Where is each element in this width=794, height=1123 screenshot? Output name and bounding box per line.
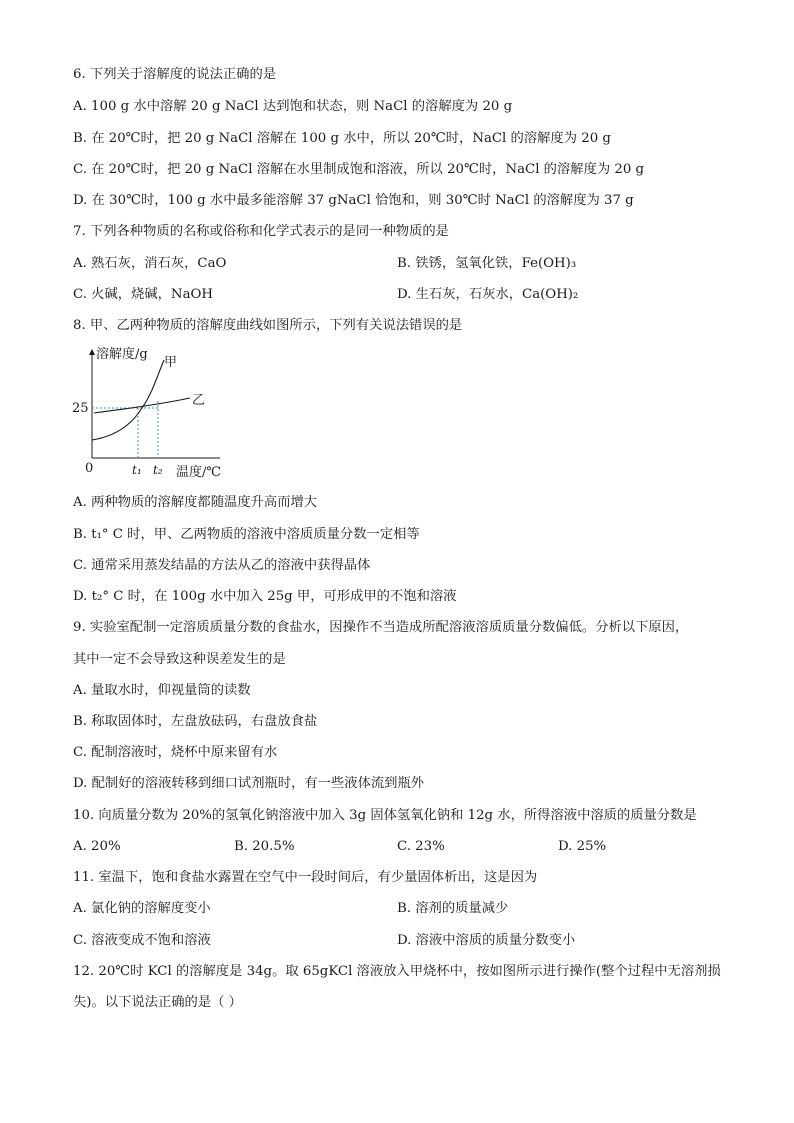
q7-option-d: D. 生石灰，石灰水，Ca(OH)₂ [397, 287, 579, 302]
q7-option-b: B. 铁锈，氢氧化铁，Fe(OH)₃ [397, 256, 577, 271]
q6-option-b: B. 在 20℃时，把 20 g NaCl 溶解在 100 g 水中，所以 20℃时，NaCl 的溶解度为 20 g [73, 131, 611, 146]
q9-stem-line1: 9. 实验室配制一定溶质质量分数的食盐水，因操作不当造成所配溶液溶质质量分数偏低。分析以下原因， [73, 620, 689, 635]
q6-option-c: C. 在 20℃时，把 20 g NaCl 溶解在水里制成饱和溶液，所以 20℃时，NaCl 的溶解度为 20 g [73, 162, 645, 177]
q10-option-d: D. 25% [558, 839, 607, 854]
q10-option-a: A. 20% [73, 839, 121, 854]
q8-stem: 8. 甲、乙两种物质的溶解度曲线如图所示，下列有关说法错误的是 [73, 318, 463, 333]
q9-option-a: A. 量取水时，仰视量筒的读数 [73, 683, 251, 698]
q6-option-a: A. 100 g 水中溶解 20 g NaCl 达到饱和状态，则 NaCl 的溶解度为 20 g [73, 99, 513, 114]
x-tick-t1: t₁ [132, 463, 142, 477]
q11-option-c: C. 溶液变成不饱和溶液 [73, 933, 211, 948]
series-yi-label: 乙 [192, 393, 206, 408]
q7-option-c: C. 火碱，烧碱，NaOH [73, 287, 213, 302]
y-tick-25: 25 [72, 401, 89, 416]
q11-stem: 11. 室温下，饱和食盐水露置在空气中一段时间后，有少量固体析出，这是因为 [73, 870, 538, 885]
q12-stem-line2: 失)。以下说法正确的是（ ） [73, 995, 242, 1010]
origin-label: 0 [85, 461, 94, 476]
x-axis-label: 温度/℃ [176, 465, 221, 480]
q8-option-a: A. 两种物质的溶解度都随温度升高而增大 [73, 495, 318, 510]
q11-option-b: B. 溶剂的质量减少 [397, 901, 509, 916]
q9-option-b: B. 称取固体时，左盘放砝码，右盘放食盐 [73, 714, 318, 729]
x-tick-t2: t₂ [153, 463, 163, 477]
q7-stem: 7. 下列各种物质的名称或俗称和化学式表示的是同一种物质的是 [73, 224, 449, 239]
solubility-chart [72, 346, 242, 486]
q10-option-b: B. 20.5% [234, 839, 295, 854]
solubility-chart-svg [72, 346, 242, 486]
q6-stem: 6. 下列关于溶解度的说法正确的是 [73, 67, 277, 82]
q8-option-b: B. t₁° C 时，甲、乙两物质的溶液中溶质质量分数一定相等 [73, 527, 420, 542]
curve-jia [92, 360, 164, 440]
curve-yi [94, 398, 190, 413]
q12-stem-line1: 12. 20℃时 KCl 的溶解度是 34g。取 65gKCl 溶液放入甲烧杯中，按如图所示进行操作(整个过程中无溶剂损 [73, 964, 721, 979]
q9-option-c: C. 配制溶液时，烧杯中原来留有水 [73, 745, 278, 760]
y-axis-label: 溶解度/g [96, 347, 148, 362]
series-jia-label: 甲 [164, 355, 178, 370]
q6-option-d: D. 在 30℃时，100 g 水中最多能溶解 37 gNaCl 恰饱和，则 30℃时 NaCl 的溶解度为 37 g [73, 193, 634, 208]
q8-option-c: C. 通常采用蒸发结晶的方法从乙的溶液中获得晶体 [73, 558, 371, 573]
q11-option-a: A. 氯化钠的溶解度变小 [73, 901, 211, 916]
q11-option-d: D. 溶液中溶质的质量分数变小 [397, 933, 576, 948]
q10-stem: 10. 向质量分数为 20%的氢氧化钠溶液中加入 3g 固体氢氧化钠和 12g 水，所得溶液中溶质的质量分数是 [73, 808, 697, 823]
q9-stem-line2: 其中一定不会导致这种误差发生的是 [73, 652, 286, 667]
q7-option-a: A. 熟石灰，消石灰，CaO [73, 256, 227, 271]
q8-option-d: D. t₂° C 时，在 100g 水中加入 25g 甲，可形成甲的不饱和溶液 [73, 589, 457, 604]
q10-option-c: C. 23% [397, 839, 445, 854]
q9-option-d: D. 配制好的溶液转移到细口试剂瓶时，有一些液体流到瓶外 [73, 776, 425, 791]
